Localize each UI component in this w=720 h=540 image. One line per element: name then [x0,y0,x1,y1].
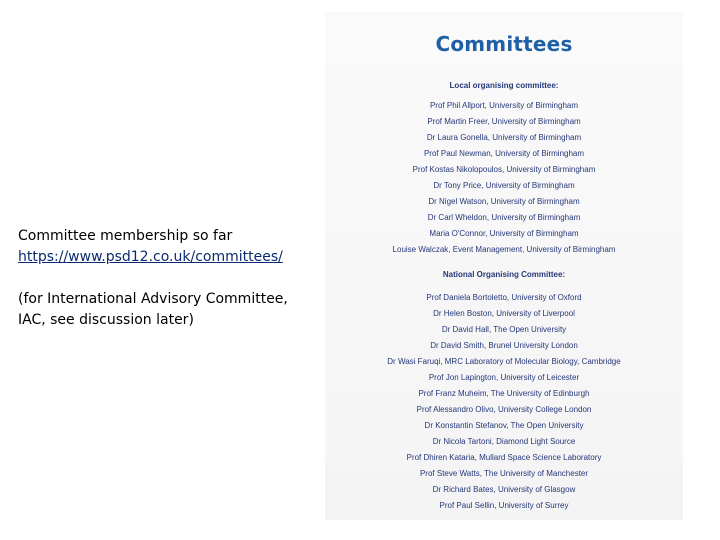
list-item: Prof Phil Allport, University of Birmingham [429,101,579,110]
iac-note: (for International Advisory Committee, IAC, see discussion later) [18,291,288,328]
list-item: Prof Kostas Nikolopoulos, University of Birmingham [412,165,596,174]
intro-line: Committee membership so far [18,228,233,244]
list-item: Dr Helen Boston, University of Liverpool [433,309,575,318]
list-item: Prof Dhiren Kataria, Mullard Space Science Laboratory [406,453,602,462]
list-item: Dr Carl Wheldon, University of Birmingham [427,213,581,222]
list-item: Prof Jon Lapington, University of Leicester [428,373,580,382]
list-item: Prof Martin Freer, University of Birmingham [427,117,581,126]
national-committee-heading: National Organising Committee: [442,270,566,279]
list-item: Prof Paul Sellin, University of Surrey [439,501,569,510]
list-item: Dr Nicola Tartoni, Diamond Light Source [432,437,576,446]
list-item: Dr Wasi Faruqi, MRC Laboratory of Molecular Biology, Cambridge [387,357,621,366]
list-item: Prof Steve Watts, The University of Manchester [419,469,589,478]
list-item: Dr Konstantin Stefanov, The Open University [424,421,584,430]
list-item: Prof Franz Muheim, The University of Edinburgh [418,389,590,398]
list-item: Dr David Hall, The Open University [441,325,567,334]
local-committee-list [325,98,683,258]
list-item: Prof Daniela Bortoletto, University of Oxford [426,293,582,302]
list-item: Louise Walczak, Event Management, University of Birmingham [392,245,616,254]
list-item: Prof Paul Newman, University of Birmingham [423,149,585,158]
list-item: Prof Alessandro Olivo, University College London [416,405,592,414]
list-item: Dr Nigel Watson, University of Birmingham [428,197,580,206]
national-committee-list [325,290,683,514]
list-item: Dr David Smith, Brunel University London [430,341,578,350]
list-item: Dr Laura Gonella, University of Birmingham [426,133,582,142]
list-item: Maria O'Connor, University of Birmingham [429,229,579,238]
list-item: Dr Tony Price, University of Birmingham [433,181,575,190]
local-committee-heading: Local organising committee: [449,81,559,90]
intro-text [18,226,318,331]
panel-title: Committees [435,32,573,56]
list-item: Dr Richard Bates, University of Glasgow [432,485,576,494]
committees-image-panel [325,12,683,520]
committees-link[interactable]: https://www.psd12.co.uk/committees/ [18,249,283,265]
